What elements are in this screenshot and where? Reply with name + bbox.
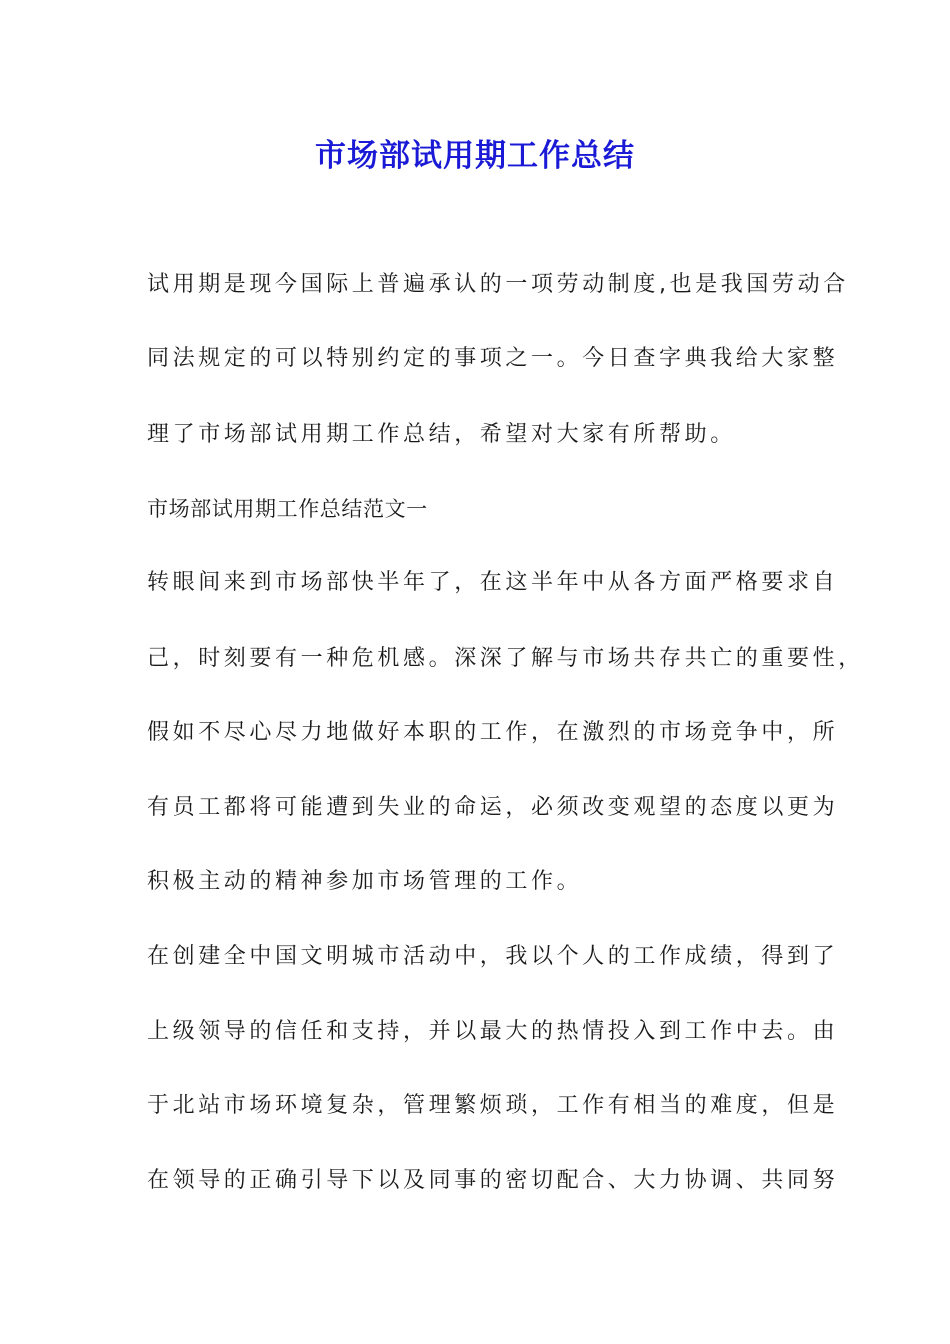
paragraph-line: 理了市场部试用期工作总结，希望对大家有所帮助。 [147, 422, 736, 447]
document-title: 市场部试用期工作总结 [315, 138, 635, 174]
paragraph-line: 试用期是现今国际上普遍承认的一项劳动制度,也是我国劳动合 [147, 272, 849, 297]
paragraph-line: 在创建全中国文明城市活动中，我以个人的工作成绩，得到了 [147, 944, 839, 969]
paragraph-line: 上级领导的信任和支持，并以最大的热情投入到工作中去。由 [147, 1019, 839, 1044]
section-heading: 市场部试用期工作总结范文一 [147, 497, 428, 521]
paragraph-line: 己，时刻要有一种危机感。深深了解与市场共存共亡的重要性， [147, 646, 864, 671]
paragraph-line: 在领导的正确引导下以及同事的密切配合、大力协调、共同努 [147, 1168, 839, 1193]
paragraph-line: 同法规定的可以特别约定的事项之一。今日查字典我给大家整 [147, 346, 839, 371]
paragraph-line: 积极主动的精神参加市场管理的工作。 [147, 869, 583, 894]
paragraph-line: 转眼间来到市场部快半年了，在这半年中从各方面严格要求自 [147, 570, 839, 595]
paragraph-line: 有员工都将可能遭到失业的命运，必须改变观望的态度以更为 [147, 795, 839, 820]
paragraph-line: 假如不尽心尽力地做好本职的工作，在激烈的市场竞争中，所 [147, 720, 839, 745]
paragraph-line: 于北站市场环境复杂，管理繁烦琐，工作有相当的难度，但是 [147, 1093, 839, 1118]
